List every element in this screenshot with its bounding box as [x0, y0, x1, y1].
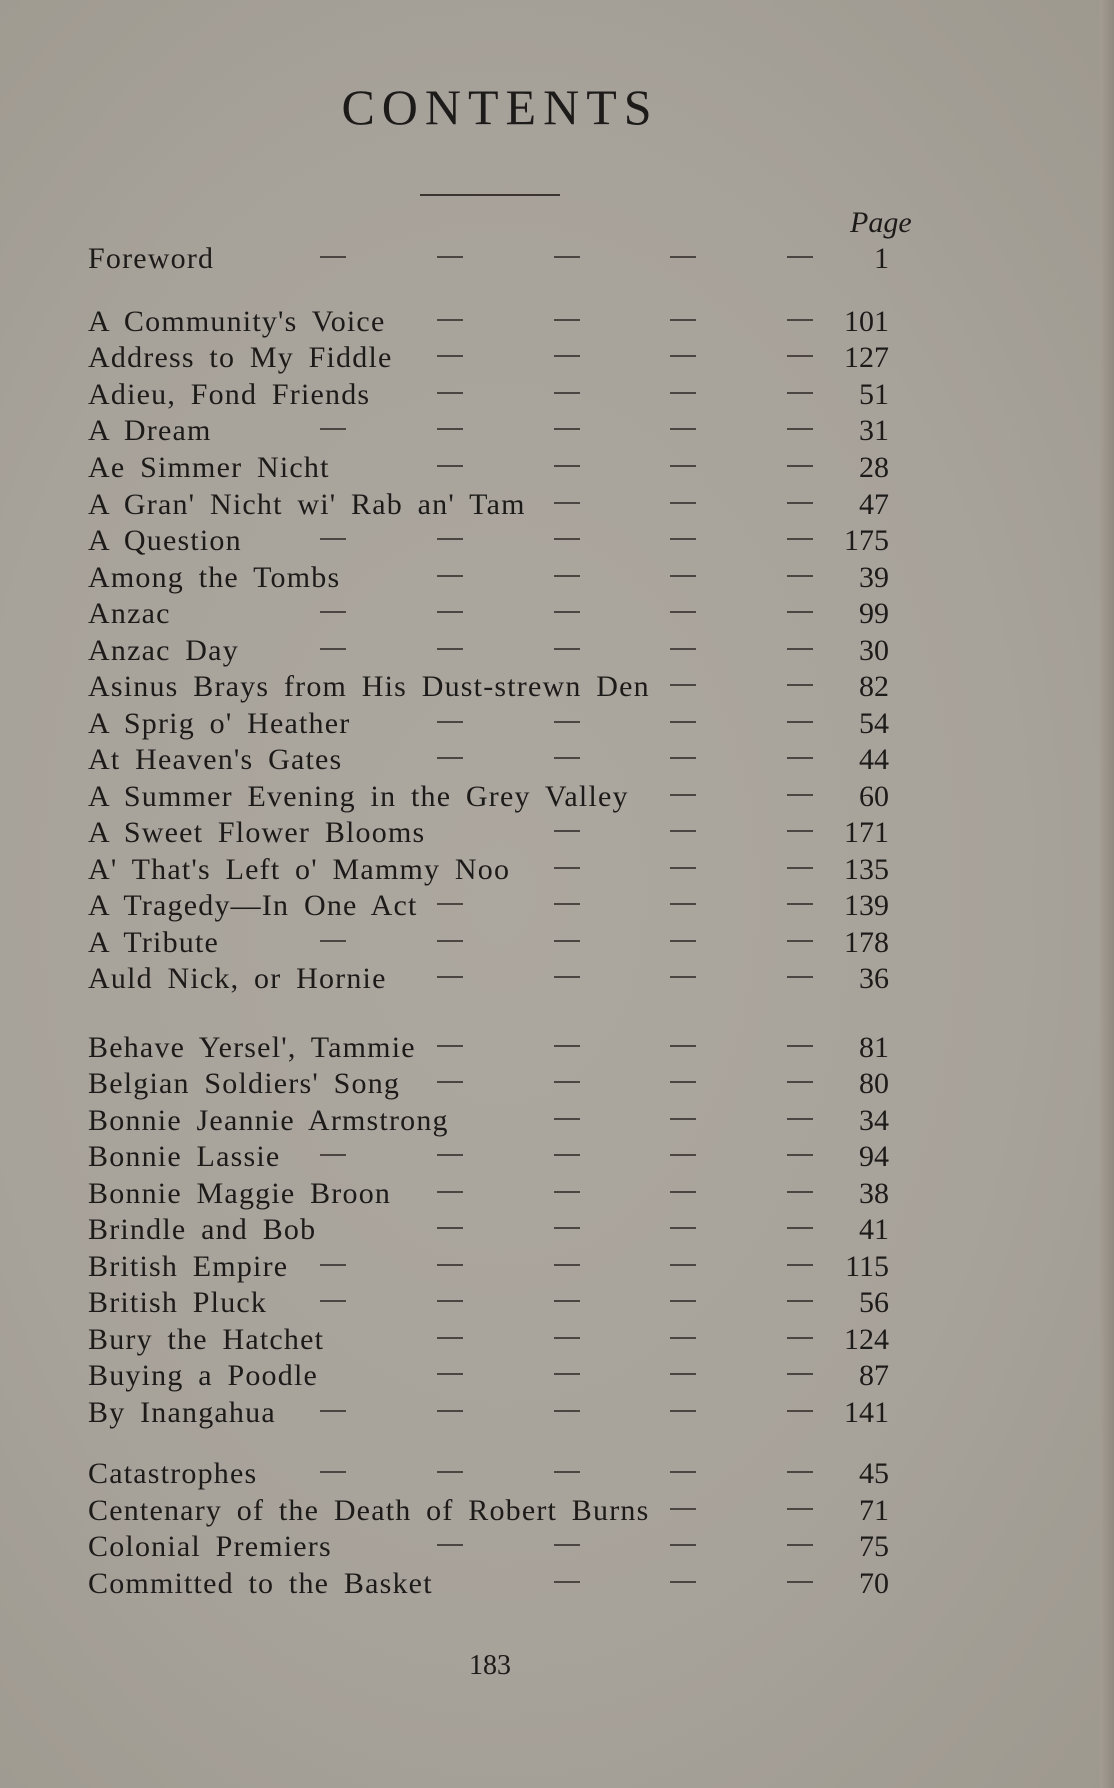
- toc-entry: [0, 1457, 1114, 1493]
- toc-entry: [0, 524, 1114, 560]
- toc-entry: [0, 1494, 1114, 1530]
- leader-dash: [554, 1264, 580, 1266]
- toc-entry-page: 41: [859, 1213, 889, 1246]
- leader-dash: [554, 1544, 580, 1546]
- leader-dash: [670, 1471, 696, 1473]
- toc-entry-title: Anzac Day: [88, 634, 239, 667]
- toc-entry-title: Belgian Soldiers' Song: [88, 1067, 401, 1100]
- leader-dash: [554, 830, 580, 832]
- leader-dash: [670, 1508, 696, 1510]
- toc-entry: [0, 451, 1114, 487]
- toc-entry-title: Brindle and Bob: [88, 1213, 317, 1246]
- leader-dash: [554, 1300, 580, 1302]
- toc-entry: [0, 816, 1114, 852]
- leader-dash: [787, 976, 813, 978]
- leader-dash: [437, 1410, 463, 1412]
- leader-dash: [320, 538, 346, 540]
- toc-entry-title: A' That's Left o' Mammy Noo: [88, 853, 511, 886]
- toc-entry: [0, 780, 1114, 816]
- toc-entry-title: Anzac: [88, 597, 171, 630]
- leader-dash: [670, 575, 696, 577]
- toc-entry: [0, 341, 1114, 377]
- leader-dash: [554, 1581, 580, 1583]
- leader-dash: [437, 1373, 463, 1375]
- leader-dash: [787, 355, 813, 357]
- leader-dash: [437, 903, 463, 905]
- leader-dash: [787, 465, 813, 467]
- toc-entry: [0, 1104, 1114, 1140]
- toc-entry: [0, 561, 1114, 597]
- leader-dash: [670, 1544, 696, 1546]
- leader-dash: [554, 1154, 580, 1156]
- leader-dash: [670, 502, 696, 504]
- toc-entry: [0, 1213, 1114, 1249]
- leader-dash: [787, 1373, 813, 1375]
- toc-entry-page: 54: [859, 707, 889, 740]
- toc-entry: [0, 1359, 1114, 1395]
- leader-dash: [554, 757, 580, 759]
- toc-entry: [0, 670, 1114, 706]
- toc-entry-title: A Community's Voice: [88, 305, 386, 338]
- toc-entry-title: A Tragedy—In One Act: [88, 889, 418, 922]
- toc-entry-page: 47: [859, 488, 889, 521]
- toc-entry: [0, 1067, 1114, 1103]
- toc-entry-title: Ae Simmer Nicht: [88, 451, 330, 484]
- leader-dash: [787, 684, 813, 686]
- toc-entry-title: A Summer Evening in the Grey Valley: [88, 780, 629, 813]
- toc-entry-title: Bury the Hatchet: [88, 1323, 325, 1356]
- leader-dash: [437, 355, 463, 357]
- toc-entry: [0, 1250, 1114, 1286]
- leader-dash: [670, 976, 696, 978]
- leader-dash: [554, 1045, 580, 1047]
- leader-dash: [787, 1227, 813, 1229]
- toc-entry-title: Behave Yersel', Tammie: [88, 1031, 416, 1064]
- leader-dash: [554, 355, 580, 357]
- toc-entry-page: 36: [859, 962, 889, 995]
- toc-entry-page: 94: [859, 1140, 889, 1173]
- leader-dash: [787, 1118, 813, 1120]
- toc-entry-title: British Pluck: [88, 1286, 268, 1319]
- leader-dash: [554, 1081, 580, 1083]
- leader-dash: [554, 940, 580, 942]
- leader-dash: [787, 830, 813, 832]
- leader-dash: [670, 1373, 696, 1375]
- toc-entry-page: 28: [859, 451, 889, 484]
- toc-entry-title: Asinus Brays from His Dust-strewn Den: [88, 670, 650, 703]
- toc-entry-title: Buying a Poodle: [88, 1359, 318, 1392]
- leader-dash: [670, 256, 696, 258]
- leader-dash: [787, 256, 813, 258]
- toc-entry: [0, 1177, 1114, 1213]
- leader-dash: [670, 830, 696, 832]
- leader-dash: [787, 903, 813, 905]
- leader-dash: [787, 428, 813, 430]
- toc-entry-title: A Sprig o' Heather: [88, 707, 351, 740]
- toc-entry: [0, 1396, 1114, 1432]
- leader-dash: [437, 1471, 463, 1473]
- leader-dash: [320, 428, 346, 430]
- leader-dash: [437, 465, 463, 467]
- page-number: 183: [469, 1650, 511, 1681]
- leader-dash: [787, 794, 813, 796]
- leader-dash: [787, 1410, 813, 1412]
- toc-entry: [0, 1286, 1114, 1322]
- leader-dash: [787, 1337, 813, 1339]
- leader-dash: [787, 1191, 813, 1193]
- leader-dash: [787, 502, 813, 504]
- leader-dash: [320, 940, 346, 942]
- contents-heading: CONTENTS: [341, 79, 659, 135]
- leader-dash: [437, 1544, 463, 1546]
- leader-dash: [437, 1045, 463, 1047]
- toc-entry-page: 87: [859, 1359, 889, 1392]
- leader-dash: [670, 1337, 696, 1339]
- leader-dash: [670, 611, 696, 613]
- page-column-label: Page: [850, 206, 912, 239]
- toc-entry-page: 141: [844, 1396, 889, 1429]
- toc-entry-page: 60: [859, 780, 889, 813]
- leader-dash: [554, 1118, 580, 1120]
- leader-dash: [554, 1227, 580, 1229]
- leader-dash: [554, 1373, 580, 1375]
- leader-dash: [437, 1081, 463, 1083]
- leader-dash: [670, 903, 696, 905]
- toc-entry-title: A Question: [88, 524, 242, 557]
- leader-dash: [554, 1337, 580, 1339]
- leader-dash: [670, 1264, 696, 1266]
- leader-dash: [787, 1264, 813, 1266]
- toc-entry: [0, 634, 1114, 670]
- toc-entry-page: 139: [844, 889, 889, 922]
- toc-entry: [0, 1031, 1114, 1067]
- leader-dash: [437, 1264, 463, 1266]
- toc-entry-page: 82: [859, 670, 889, 703]
- leader-dash: [437, 575, 463, 577]
- leader-dash: [437, 428, 463, 430]
- leader-dash: [437, 976, 463, 978]
- leader-dash: [554, 465, 580, 467]
- toc-entry-page: 75: [859, 1530, 889, 1563]
- leader-dash: [437, 319, 463, 321]
- leader-dash: [787, 757, 813, 759]
- toc-entry-title: A Tribute: [88, 926, 220, 959]
- leader-dash: [320, 1410, 346, 1412]
- leader-dash: [554, 648, 580, 650]
- leader-dash: [787, 392, 813, 394]
- toc-entry: [0, 889, 1114, 925]
- leader-dash: [670, 867, 696, 869]
- toc-entry: [0, 305, 1114, 341]
- toc-entry: [0, 414, 1114, 450]
- leader-dash: [670, 1191, 696, 1193]
- leader-dash: [787, 721, 813, 723]
- leader-dash: [670, 648, 696, 650]
- leader-dash: [320, 648, 346, 650]
- leader-dash: [787, 867, 813, 869]
- leader-dash: [437, 1191, 463, 1193]
- toc-entry: [0, 1530, 1114, 1566]
- toc-entry-page: 70: [859, 1567, 889, 1600]
- leader-dash: [787, 319, 813, 321]
- leader-dash: [554, 1410, 580, 1412]
- toc-entry-page: 30: [859, 634, 889, 667]
- toc-entry-title: Auld Nick, or Hornie: [88, 962, 387, 995]
- toc-entry: [0, 707, 1114, 743]
- heading-rule: [420, 194, 560, 196]
- toc-entry-page: 56: [859, 1286, 889, 1319]
- leader-dash: [787, 1471, 813, 1473]
- leader-dash: [554, 903, 580, 905]
- toc-entry: [0, 1323, 1114, 1359]
- leader-dash: [437, 1337, 463, 1339]
- leader-dash: [670, 794, 696, 796]
- leader-dash: [437, 1227, 463, 1229]
- toc-entry-title: Among the Tombs: [88, 561, 341, 594]
- toc-entry-page: 31: [859, 414, 889, 447]
- toc-entry-page: 81: [859, 1031, 889, 1064]
- leader-dash: [554, 428, 580, 430]
- toc-entry-title: Bonnie Lassie: [88, 1140, 281, 1173]
- leader-dash: [437, 648, 463, 650]
- leader-dash: [670, 355, 696, 357]
- leader-dash: [670, 1300, 696, 1302]
- toc-entry-title: British Empire: [88, 1250, 289, 1283]
- leader-dash: [437, 611, 463, 613]
- toc-entry-title: A Dream: [88, 414, 212, 447]
- toc-entry-title: A Gran' Nicht wi' Rab an' Tam: [88, 488, 526, 521]
- leader-dash: [554, 611, 580, 613]
- toc-entry-page: 34: [859, 1104, 889, 1137]
- leader-dash: [787, 1300, 813, 1302]
- leader-dash: [670, 1227, 696, 1229]
- leader-dash: [787, 575, 813, 577]
- toc-entry-title: At Heaven's Gates: [88, 743, 343, 776]
- leader-dash: [787, 1544, 813, 1546]
- leader-dash: [554, 319, 580, 321]
- toc-entry-page: 171: [844, 816, 889, 849]
- toc-entry-title: Committed to the Basket: [88, 1567, 433, 1600]
- leader-dash: [670, 757, 696, 759]
- toc-entry-title: Bonnie Jeannie Armstrong: [88, 1104, 449, 1137]
- leader-dash: [670, 940, 696, 942]
- toc-entry-title: A Sweet Flower Blooms: [88, 816, 426, 849]
- leader-dash: [320, 1471, 346, 1473]
- toc-entry-page: 124: [844, 1323, 889, 1356]
- leader-dash: [320, 256, 346, 258]
- toc-entry: [0, 1140, 1114, 1176]
- leader-dash: [437, 940, 463, 942]
- leader-dash: [787, 1045, 813, 1047]
- leader-dash: [554, 256, 580, 258]
- leader-dash: [787, 538, 813, 540]
- leader-dash: [787, 611, 813, 613]
- toc-entry: [0, 926, 1114, 962]
- toc-entry-page: 101: [844, 305, 889, 338]
- toc-entry: [0, 1567, 1114, 1603]
- leader-dash: [554, 538, 580, 540]
- leader-dash: [554, 502, 580, 504]
- toc-entry-page: 135: [844, 853, 889, 886]
- leader-dash: [670, 465, 696, 467]
- leader-dash: [437, 1300, 463, 1302]
- leader-dash: [787, 940, 813, 942]
- toc-entry-title: Colonial Premiers: [88, 1530, 332, 1563]
- toc-entry: [0, 743, 1114, 779]
- toc-entry-title: Address to My Fiddle: [88, 341, 393, 374]
- leader-dash: [787, 1081, 813, 1083]
- leader-dash: [787, 1581, 813, 1583]
- toc-entry-page: 71: [859, 1494, 889, 1527]
- toc-entry-title: Centenary of the Death of Robert Burns: [88, 1494, 650, 1527]
- leader-dash: [670, 1118, 696, 1120]
- toc-entry-title: Bonnie Maggie Broon: [88, 1177, 392, 1210]
- leader-dash: [320, 611, 346, 613]
- toc-entry-page: 38: [859, 1177, 889, 1210]
- toc-entry: [0, 242, 1114, 278]
- leader-dash: [554, 1471, 580, 1473]
- leader-dash: [437, 721, 463, 723]
- toc-entry-page: 178: [844, 926, 889, 959]
- leader-dash: [437, 538, 463, 540]
- leader-dash: [670, 1581, 696, 1583]
- toc-entry: [0, 853, 1114, 889]
- leader-dash: [670, 392, 696, 394]
- toc-entry-page: 99: [859, 597, 889, 630]
- leader-dash: [787, 1508, 813, 1510]
- leader-dash: [554, 976, 580, 978]
- toc-entry-page: 80: [859, 1067, 889, 1100]
- toc-entry-page: 175: [844, 524, 889, 557]
- leader-dash: [437, 256, 463, 258]
- leader-dash: [670, 1081, 696, 1083]
- toc-entry-page: 1: [874, 242, 889, 275]
- leader-dash: [670, 721, 696, 723]
- leader-dash: [670, 684, 696, 686]
- toc-entry: [0, 488, 1114, 524]
- leader-dash: [670, 538, 696, 540]
- toc-entry-page: 115: [845, 1250, 889, 1283]
- leader-dash: [554, 575, 580, 577]
- leader-dash: [670, 428, 696, 430]
- leader-dash: [437, 757, 463, 759]
- leader-dash: [787, 1154, 813, 1156]
- leader-dash: [670, 319, 696, 321]
- leader-dash: [320, 1300, 346, 1302]
- leader-dash: [437, 392, 463, 394]
- leader-dash: [787, 648, 813, 650]
- toc-entry: [0, 597, 1114, 633]
- leader-dash: [554, 867, 580, 869]
- toc-entry-page: 127: [844, 341, 889, 374]
- toc-entry-title: Adieu, Fond Friends: [88, 378, 371, 411]
- toc-entry-title: Foreword: [88, 242, 215, 275]
- toc-entry-page: 44: [859, 743, 889, 776]
- leader-dash: [554, 392, 580, 394]
- leader-dash: [437, 1154, 463, 1156]
- leader-dash: [670, 1045, 696, 1047]
- leader-dash: [670, 1154, 696, 1156]
- toc-entry: [0, 378, 1114, 414]
- toc-entry: [0, 962, 1114, 998]
- toc-entry-title: By Inangahua: [88, 1396, 276, 1429]
- leader-dash: [320, 1264, 346, 1266]
- leader-dash: [320, 1154, 346, 1156]
- toc-entry-page: 39: [859, 561, 889, 594]
- toc-entry-page: 45: [859, 1457, 889, 1490]
- leader-dash: [554, 1191, 580, 1193]
- leader-dash: [554, 721, 580, 723]
- toc-entry-page: 51: [859, 378, 889, 411]
- leader-dash: [670, 1410, 696, 1412]
- toc-entry-title: Catastrophes: [88, 1457, 258, 1490]
